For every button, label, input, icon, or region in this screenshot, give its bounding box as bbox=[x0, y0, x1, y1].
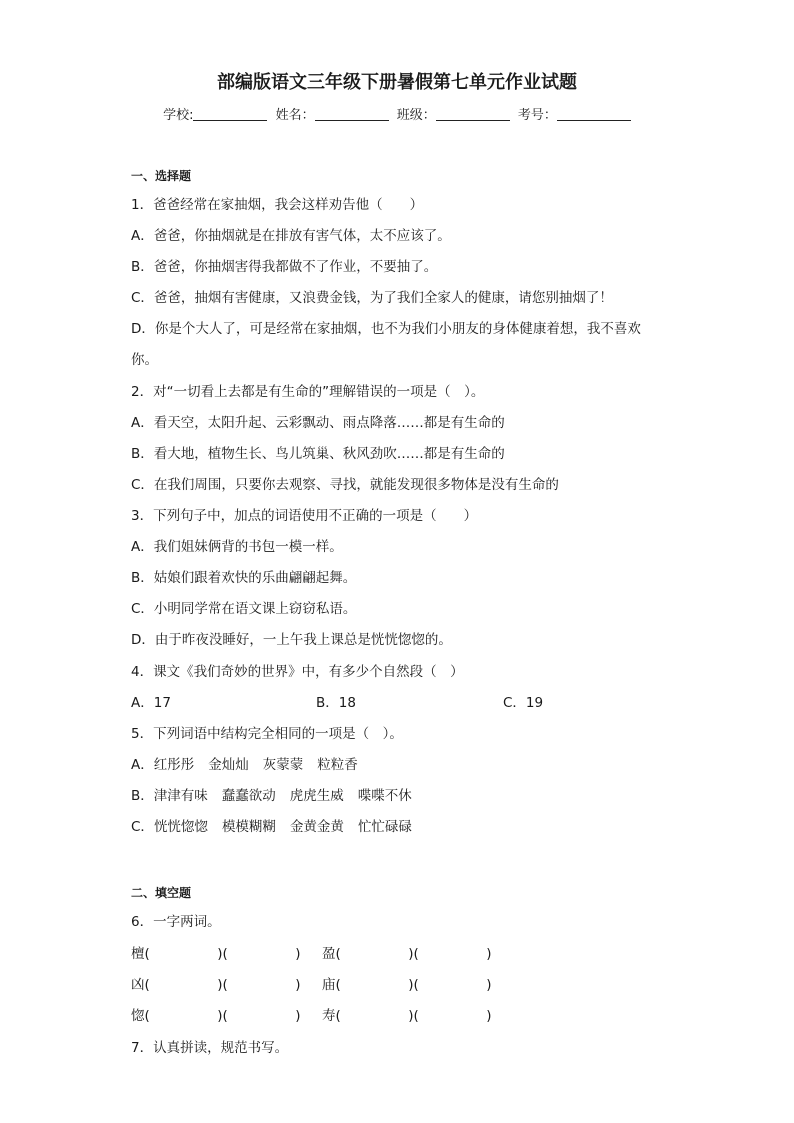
exam-number-blank[interactable] bbox=[557, 107, 631, 121]
fill-item-4[interactable] bbox=[322, 973, 492, 993]
fill-blanks: ( )( ) bbox=[335, 1008, 492, 1024]
school-field bbox=[163, 104, 267, 123]
question-6-stem: 6．一字两词。 bbox=[131, 914, 221, 930]
fill-blanks: ( )( ) bbox=[144, 1008, 301, 1024]
word: 金黄金黄 bbox=[289, 819, 344, 835]
class-label: 班级： bbox=[396, 108, 436, 123]
name-label: 姓名： bbox=[275, 108, 315, 123]
question-7-stem: 7．认真拼读，规范书写。 bbox=[131, 1040, 289, 1056]
student-info-line bbox=[0, 104, 794, 123]
question-2-option-a: A．看天空，太阳升起、云彩飘动、雨点降落……都是有生命的 bbox=[131, 415, 505, 431]
question-1-stem: 1．爸爸经常在家抽烟，我会这样劝告他（ ） bbox=[131, 197, 424, 213]
fill-char: 盈 bbox=[322, 946, 336, 962]
question-1-option-d-cont: 你。 bbox=[131, 352, 158, 368]
page-title: 部编版语文三年级下册暑假第七单元作业试题 bbox=[217, 72, 577, 93]
fill-item-1[interactable] bbox=[131, 942, 301, 962]
school-label: 学校: bbox=[163, 108, 194, 123]
question-4-stem: 4．课文《我们奇妙的世界》中，有多少个自然段（ ） bbox=[131, 664, 464, 680]
exam-number-field bbox=[518, 104, 631, 123]
fill-item-5[interactable] bbox=[131, 1004, 301, 1024]
question-5-stem: 5．下列词语中结构完全相同的一项是（ ）。 bbox=[131, 726, 403, 742]
question-1-option-a: A．爸爸，你抽烟就是在排放有害气体，太不应该了。 bbox=[131, 228, 451, 244]
fill-char: 寿 bbox=[322, 1008, 336, 1024]
fill-item-3[interactable] bbox=[131, 973, 301, 993]
word: 蠢蠢欲动 bbox=[221, 788, 276, 804]
word: 恍恍惚惚 bbox=[153, 819, 208, 835]
word: 虎虎生威 bbox=[289, 788, 344, 804]
word: 红彤彤 bbox=[153, 757, 195, 773]
option-label: B． bbox=[131, 788, 154, 804]
section-title-fill: 二、填空题 bbox=[131, 886, 192, 900]
fill-blanks: ( )( ) bbox=[335, 946, 492, 962]
word: 津津有味 bbox=[153, 788, 208, 804]
word: 粒粒香 bbox=[317, 757, 358, 773]
class-blank[interactable] bbox=[436, 107, 510, 121]
fill-char: 凶 bbox=[131, 977, 145, 993]
word: 灰蒙蒙 bbox=[262, 757, 304, 773]
question-5-option-c bbox=[131, 815, 426, 835]
option-label: A． bbox=[131, 757, 154, 773]
fill-item-2[interactable] bbox=[322, 942, 492, 962]
class-field bbox=[397, 104, 510, 123]
question-2-option-b: B．看大地，植物生长、鸟儿筑巢、秋风劲吹……都是有生命的 bbox=[131, 446, 505, 462]
option-label: C． bbox=[131, 819, 154, 835]
name-field bbox=[276, 104, 389, 123]
fill-blanks: ( )( ) bbox=[144, 977, 301, 993]
word: 喋喋不休 bbox=[357, 788, 412, 804]
fill-char: 庙 bbox=[322, 977, 336, 993]
fill-blanks: ( )( ) bbox=[144, 946, 301, 962]
question-1-option-c: C．爸爸，抽烟有害健康，又浪费金钱，为了我们全家人的健康，请您别抽烟了！ bbox=[131, 290, 613, 306]
question-2-stem: 2．对“一切看上去都是有生命的”理解错误的一项是（ ）。 bbox=[131, 384, 485, 400]
exam-number-label: 考号： bbox=[517, 108, 557, 123]
word: 模模糊糊 bbox=[221, 819, 276, 835]
question-3-option-c: C．小明同学常在语文课上窃窃私语。 bbox=[131, 601, 357, 617]
fill-blanks: ( )( ) bbox=[335, 977, 492, 993]
fill-item-6[interactable] bbox=[322, 1004, 492, 1024]
question-4-option-a: A．17 bbox=[131, 695, 171, 711]
name-blank[interactable] bbox=[315, 107, 389, 121]
question-1-option-d: D．你是个大人了，可是经常在家抽烟，也不为我们小朋友的身体健康着想，我不喜欢 bbox=[131, 321, 641, 337]
question-4-option-b: B．18 bbox=[316, 695, 356, 711]
section-title-choice: 一、选择题 bbox=[131, 169, 192, 183]
question-4-option-c: C．19 bbox=[503, 695, 544, 711]
fill-char: 檀 bbox=[131, 946, 145, 962]
question-1-option-b: B．爸爸，你抽烟害得我都做不了作业，不要抽了。 bbox=[131, 259, 438, 275]
fill-char: 惚 bbox=[131, 1008, 145, 1024]
question-5-option-a bbox=[131, 753, 372, 773]
question-3-stem: 3．下列句子中，加点的词语使用不正确的一项是（ ） bbox=[131, 508, 478, 524]
question-2-option-c: C．在我们周围，只要你去观察、寻找，就能发现很多物体是没有生命的 bbox=[131, 477, 559, 493]
question-3-option-b: B．姑娘们跟着欢快的乐曲翩翩起舞。 bbox=[131, 570, 357, 586]
question-3-option-a: A．我们姐妹俩背的书包一模一样。 bbox=[131, 539, 343, 555]
word: 金灿灿 bbox=[208, 757, 249, 773]
question-5-option-b bbox=[131, 784, 426, 804]
question-3-option-d: D．由于昨夜没睡好，一上午我上课总是恍恍惚惚的。 bbox=[131, 632, 452, 648]
school-blank[interactable] bbox=[193, 107, 267, 121]
word: 忙忙碌碌 bbox=[357, 819, 412, 835]
